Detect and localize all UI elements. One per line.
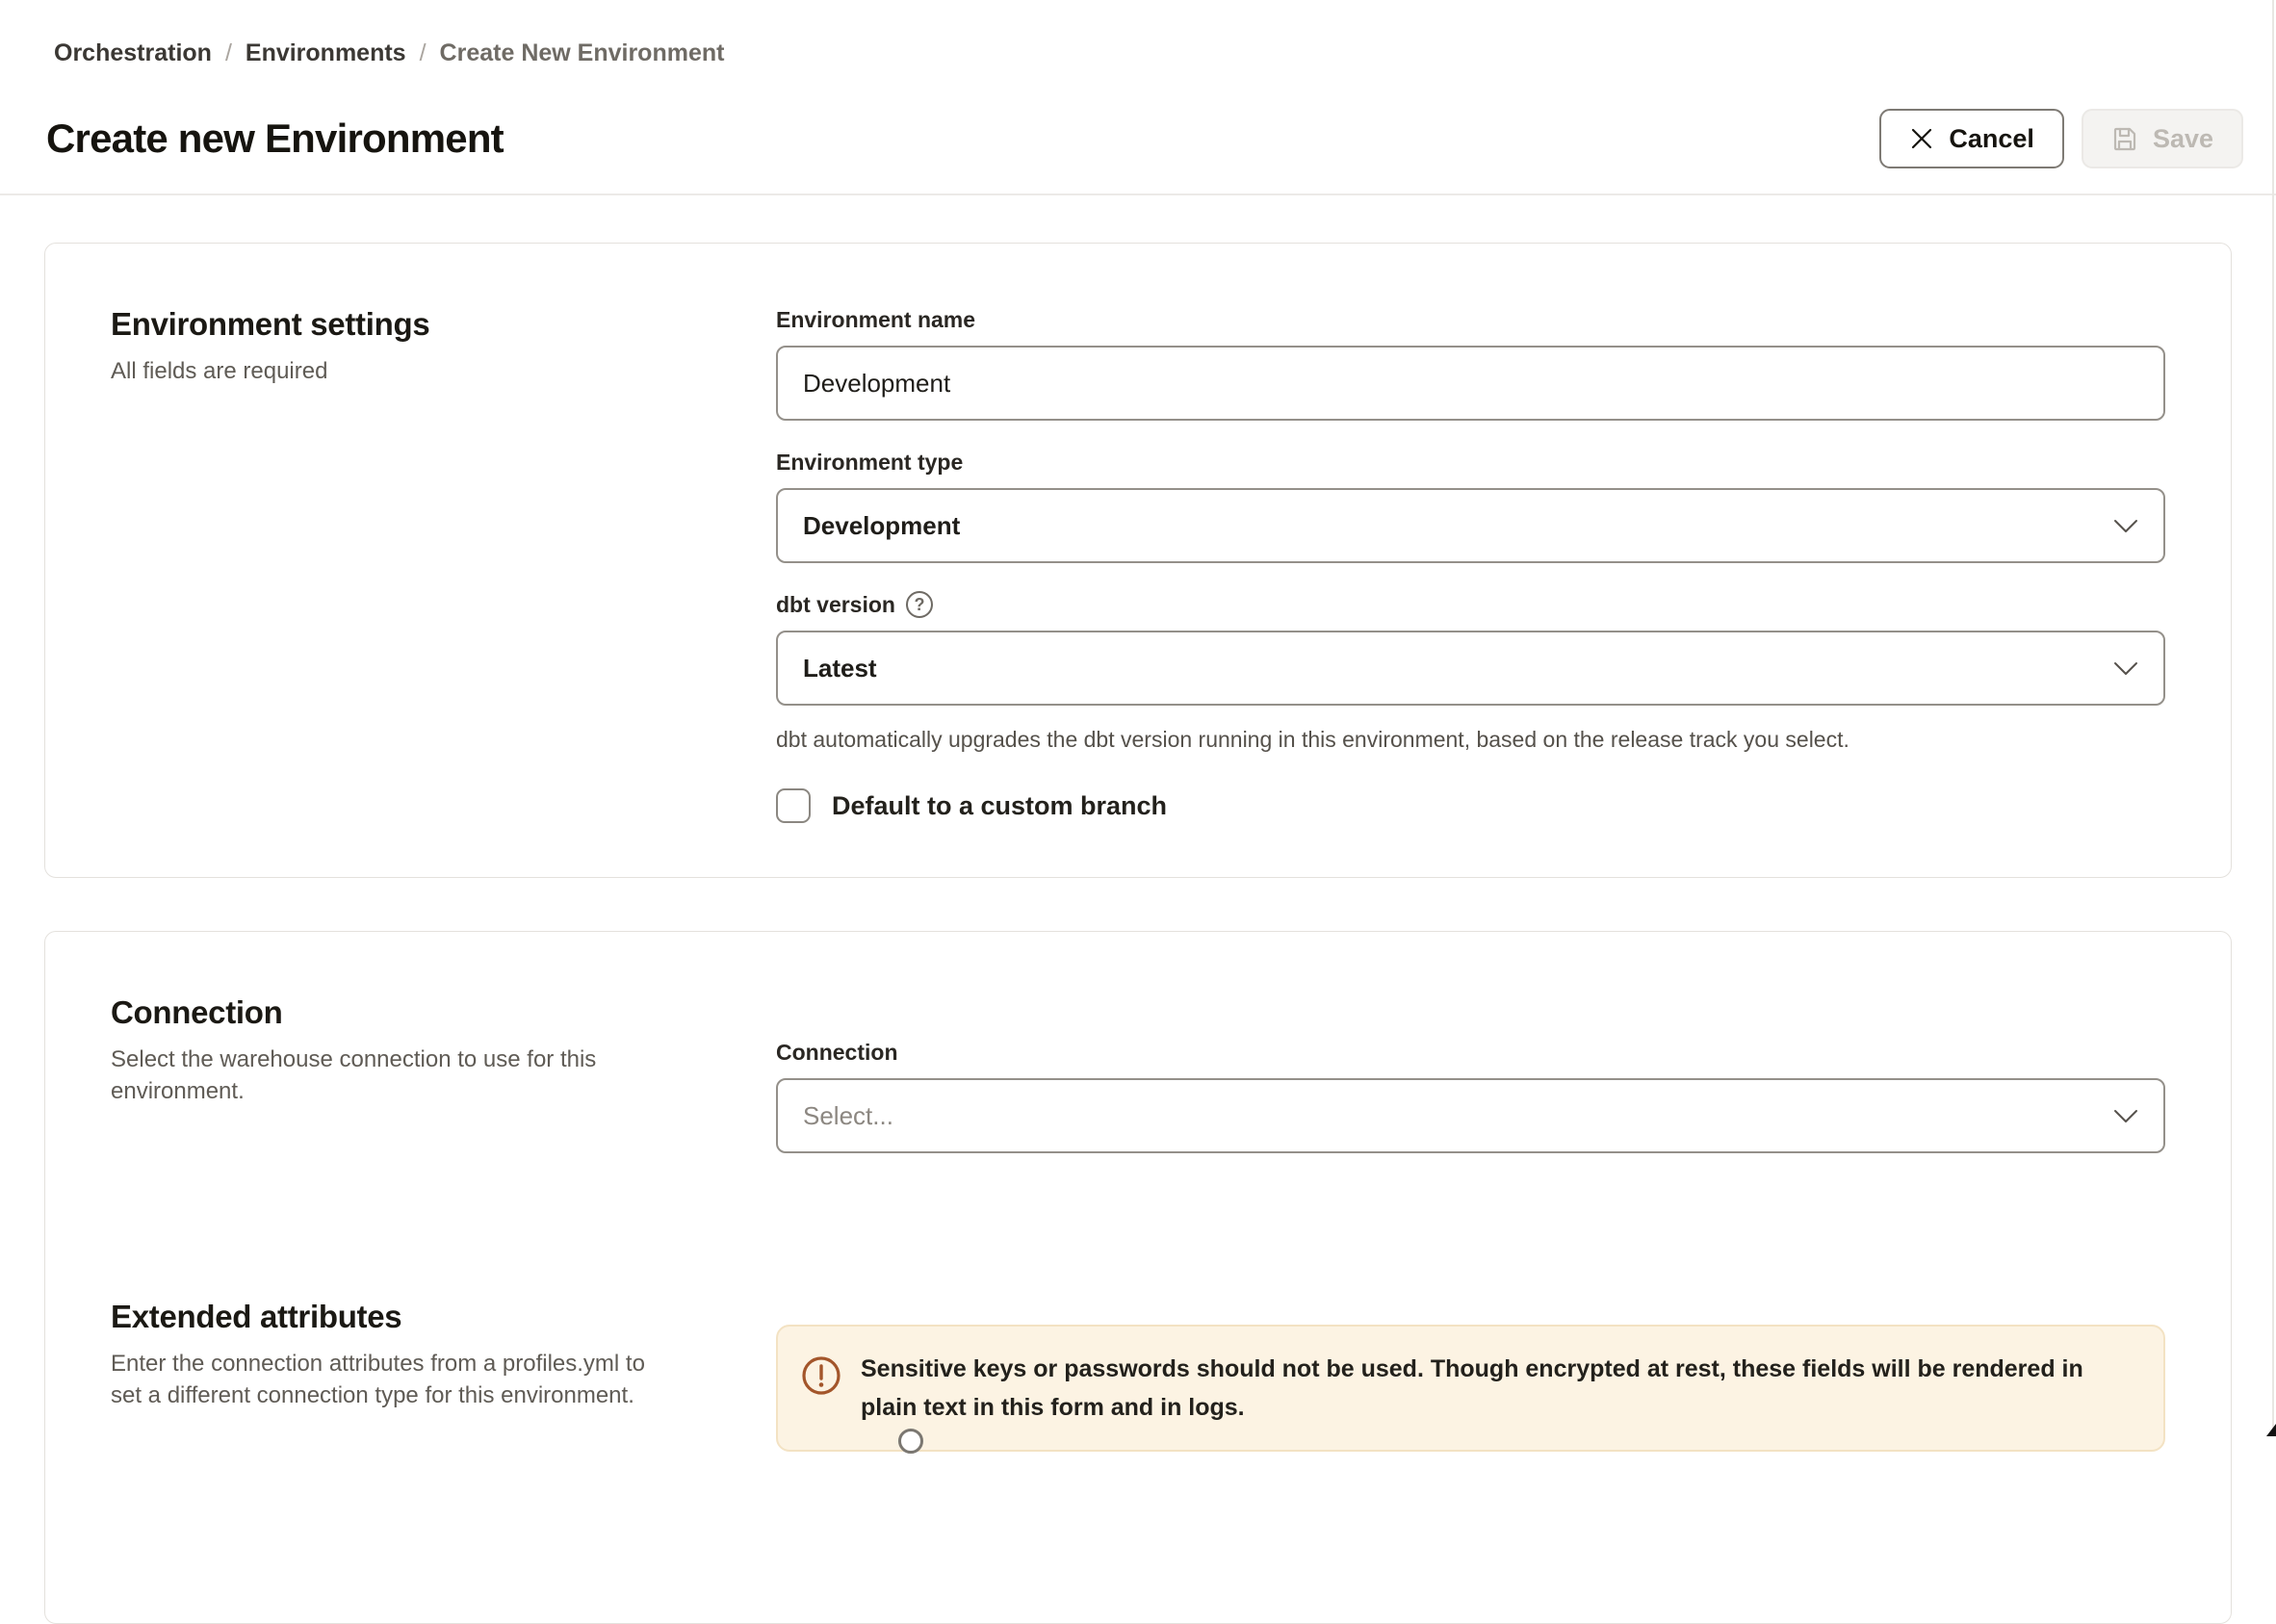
connection-label: Connection [776, 1040, 898, 1065]
corner-cursor-mark [2266, 1424, 2276, 1436]
alert-icon [801, 1350, 841, 1401]
environment-type-select[interactable] [776, 488, 2165, 563]
connection-form [776, 1038, 2165, 1153]
connection-section [111, 993, 2165, 1153]
connection-description: Select the warehouse connection to use for this environment. [111, 1046, 597, 1104]
breadcrumb-item-environments[interactable]: Environments [245, 39, 406, 66]
environment-settings-heading: Environment settings [111, 306, 430, 342]
connection-intro [111, 993, 776, 1153]
chevron-down-icon [2113, 1101, 2138, 1131]
environment-type-field [776, 448, 2165, 563]
environment-settings-card [44, 243, 2232, 878]
breadcrumb-item-create-new-environment: Create New Environment [439, 39, 725, 66]
extended-attributes-description: Enter the connection attributes from a profiles.yml to set a different connection type for this environment. [111, 1351, 645, 1408]
dbt-version-helper-text: dbt automatically upgrades the dbt version running in this environment, based on the release track you select. [776, 727, 1849, 752]
environment-type-select-value: Development [803, 510, 961, 540]
connection-select[interactable] [776, 1078, 2165, 1153]
environment-settings-intro [111, 305, 776, 823]
sensitive-keys-warning-banner [776, 1325, 2165, 1452]
header-actions [1879, 109, 2243, 168]
breadcrumb-item-orchestration[interactable]: Orchestration [54, 39, 212, 66]
dbt-version-select[interactable] [776, 631, 2165, 706]
warning-text: Sensitive keys or passwords should not be used. Though encrypted at rest, these fields will be rendered in plain text in this form and in logs. [861, 1355, 2083, 1421]
environment-type-label: Environment type [776, 450, 964, 475]
page-header [0, 108, 2276, 169]
connection-card [44, 931, 2232, 1624]
save-icon [2111, 125, 2138, 152]
cancel-button[interactable] [1879, 109, 2064, 168]
save-button-label: Save [2152, 123, 2213, 153]
extended-attributes-heading: Extended attributes [111, 1299, 402, 1334]
chevron-down-icon [2113, 511, 2138, 541]
custom-branch-checkbox-row[interactable] [776, 788, 2165, 823]
connection-select-placeholder: Select... [803, 1100, 893, 1130]
environment-name-input[interactable] [776, 346, 2165, 421]
chevron-down-icon [2113, 654, 2138, 683]
breadcrumb-separator: / [224, 39, 232, 66]
breadcrumb [0, 0, 2276, 67]
extended-attributes-intro [111, 1298, 776, 1452]
breadcrumb-separator: / [419, 39, 427, 66]
dbt-version-select-value: Latest [803, 653, 877, 683]
connection-field [776, 1038, 2165, 1153]
environment-settings-form [776, 305, 2165, 823]
dbt-version-field [776, 590, 2165, 754]
custom-branch-checkbox-label: Default to a custom branch [832, 790, 1168, 820]
dbt-version-label: dbt version [776, 592, 895, 617]
environment-name-label: Environment name [776, 307, 976, 332]
environment-name-field [776, 305, 2165, 421]
custom-branch-checkbox[interactable] [776, 788, 811, 823]
connection-heading: Connection [111, 994, 283, 1030]
partially-visible-help-icon [898, 1429, 923, 1454]
x-icon [1909, 126, 1934, 151]
window-edge-line [2272, 0, 2274, 1436]
cancel-button-label: Cancel [1949, 123, 2034, 153]
help-icon[interactable]: ? [906, 591, 933, 618]
extended-attributes-form [776, 1298, 2165, 1452]
main-content [0, 195, 2276, 1624]
save-button[interactable] [2082, 109, 2243, 168]
page-title: Create new Environment [46, 116, 504, 161]
environment-settings-subheading: All fields are required [111, 358, 328, 384]
extended-attributes-section [111, 1298, 2165, 1452]
